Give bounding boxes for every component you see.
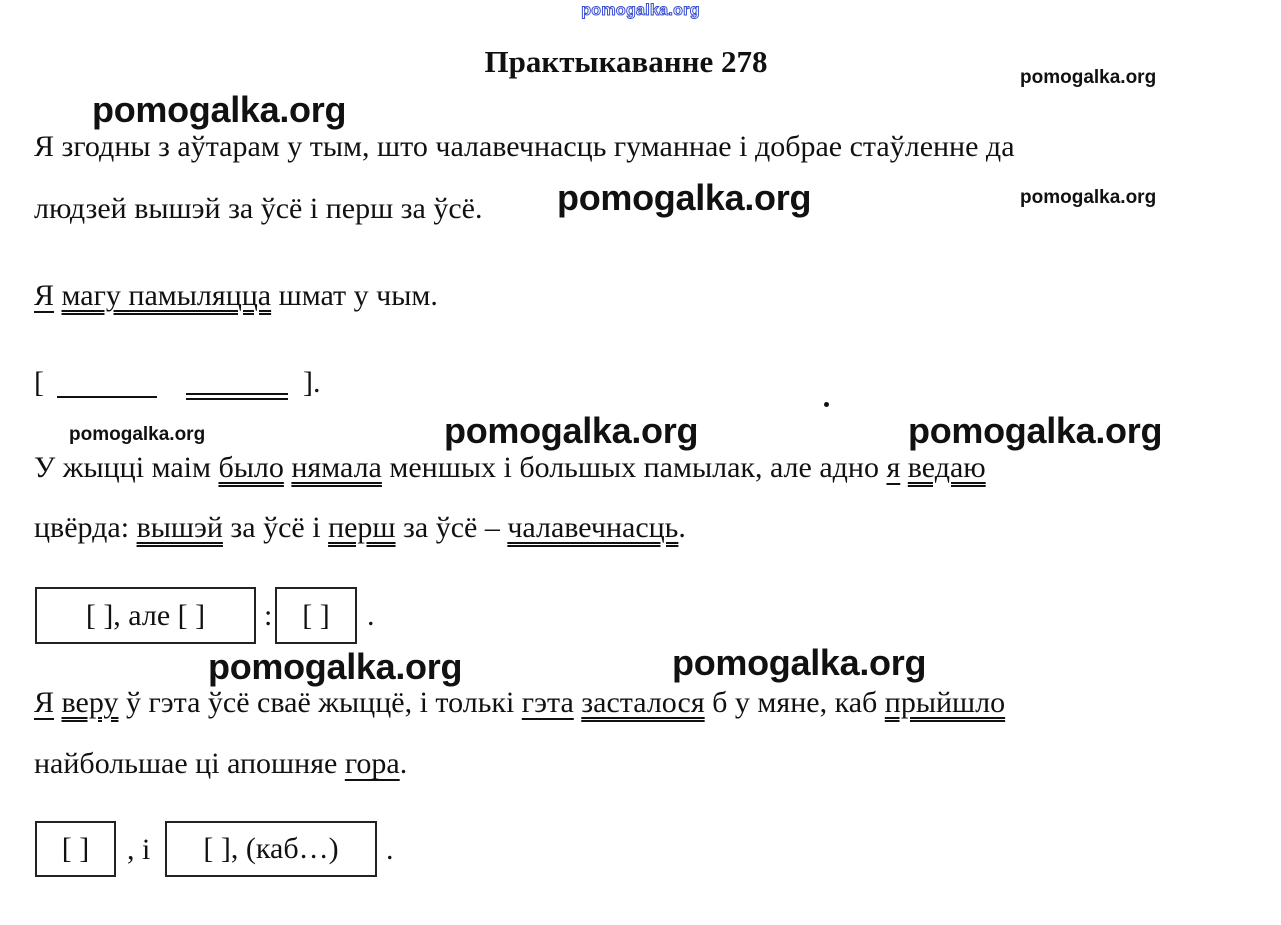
text [900, 451, 908, 484]
text: б у мяне, каб [704, 686, 885, 719]
scheme-1-close: ]. [303, 366, 321, 399]
predicate: вышэй [136, 511, 223, 544]
page-title: Практыкаванне 278 [484, 44, 768, 79]
text: цвёрда: [34, 511, 137, 544]
text: найбольшае ці апошняе [34, 747, 345, 780]
subject: гора [344, 747, 400, 780]
watermark: pomogalka.org [1020, 67, 1157, 88]
watermark: pomogalka.org [557, 177, 812, 218]
scheme-2-colon: : [264, 599, 273, 632]
watermark: pomogalka.org [92, 89, 347, 130]
predicate: магу памыляцца [61, 279, 272, 312]
predicate: перш [328, 511, 396, 544]
predicate-line [186, 393, 288, 395]
scheme-3-end: . [386, 833, 394, 866]
site-mark-top: pomogalka.org [581, 2, 700, 19]
scheme-3-separator: , і [127, 833, 151, 866]
sentence-text: шмат у чым. [271, 279, 438, 312]
scheme-2-box-2: [ ] [275, 587, 357, 644]
text: за ўсё і [222, 511, 329, 544]
watermark: pomogalka.org [672, 642, 927, 683]
watermark: pomogalka.org [444, 410, 699, 451]
predicate: ведаю [907, 451, 986, 484]
sentence-3-line-1 [34, 686, 1005, 720]
subject: Я [34, 279, 55, 312]
subject: гэта [521, 686, 574, 719]
paragraph-line: людзей вышэй за ўсё і перш за ўсё. [34, 192, 483, 225]
predicate: было [218, 451, 284, 484]
watermark: pomogalka.org [1020, 187, 1157, 208]
sentence-2-line-2 [34, 511, 686, 545]
watermark: pomogalka.org [208, 646, 463, 687]
text: . [678, 511, 686, 544]
watermark: pomogalka.org [908, 410, 1163, 451]
watermark: pomogalka.org [69, 424, 206, 445]
text: за ўсё – [395, 511, 508, 544]
predicate: чалавечнасць [507, 511, 679, 544]
scheme-1-open: [ [34, 366, 44, 399]
subject-line [57, 396, 157, 398]
predicate: прыйшло [884, 686, 1006, 719]
text: меншых і большых памылак, але адно [381, 451, 887, 484]
scheme-2-box-1: [ ], але [ ] [35, 587, 256, 644]
predicate: засталося [581, 686, 705, 719]
sentence-2-line-1 [34, 451, 986, 485]
text: У жыцці маім [34, 451, 219, 484]
sentence-1 [34, 279, 438, 313]
text: . [399, 747, 408, 780]
text: ў гэта ўсё сваё жыццё, і толькі [118, 686, 522, 719]
predicate: веру [61, 686, 119, 719]
scheme-3-box-2: [ ], (каб…) [165, 821, 377, 877]
dot-mark [824, 402, 829, 407]
subject: я [886, 451, 901, 484]
predicate: нямала [291, 451, 382, 484]
sentence-3-line-2 [34, 747, 407, 781]
subject: Я [34, 686, 55, 719]
scheme-3-box-1: [ ] [35, 821, 116, 877]
scheme-2-end: . [367, 599, 375, 632]
paragraph-line: Я згодны з аўтарам у тым, што чалавечнасць гуманнае і добрае стаўленне да [34, 130, 1015, 163]
